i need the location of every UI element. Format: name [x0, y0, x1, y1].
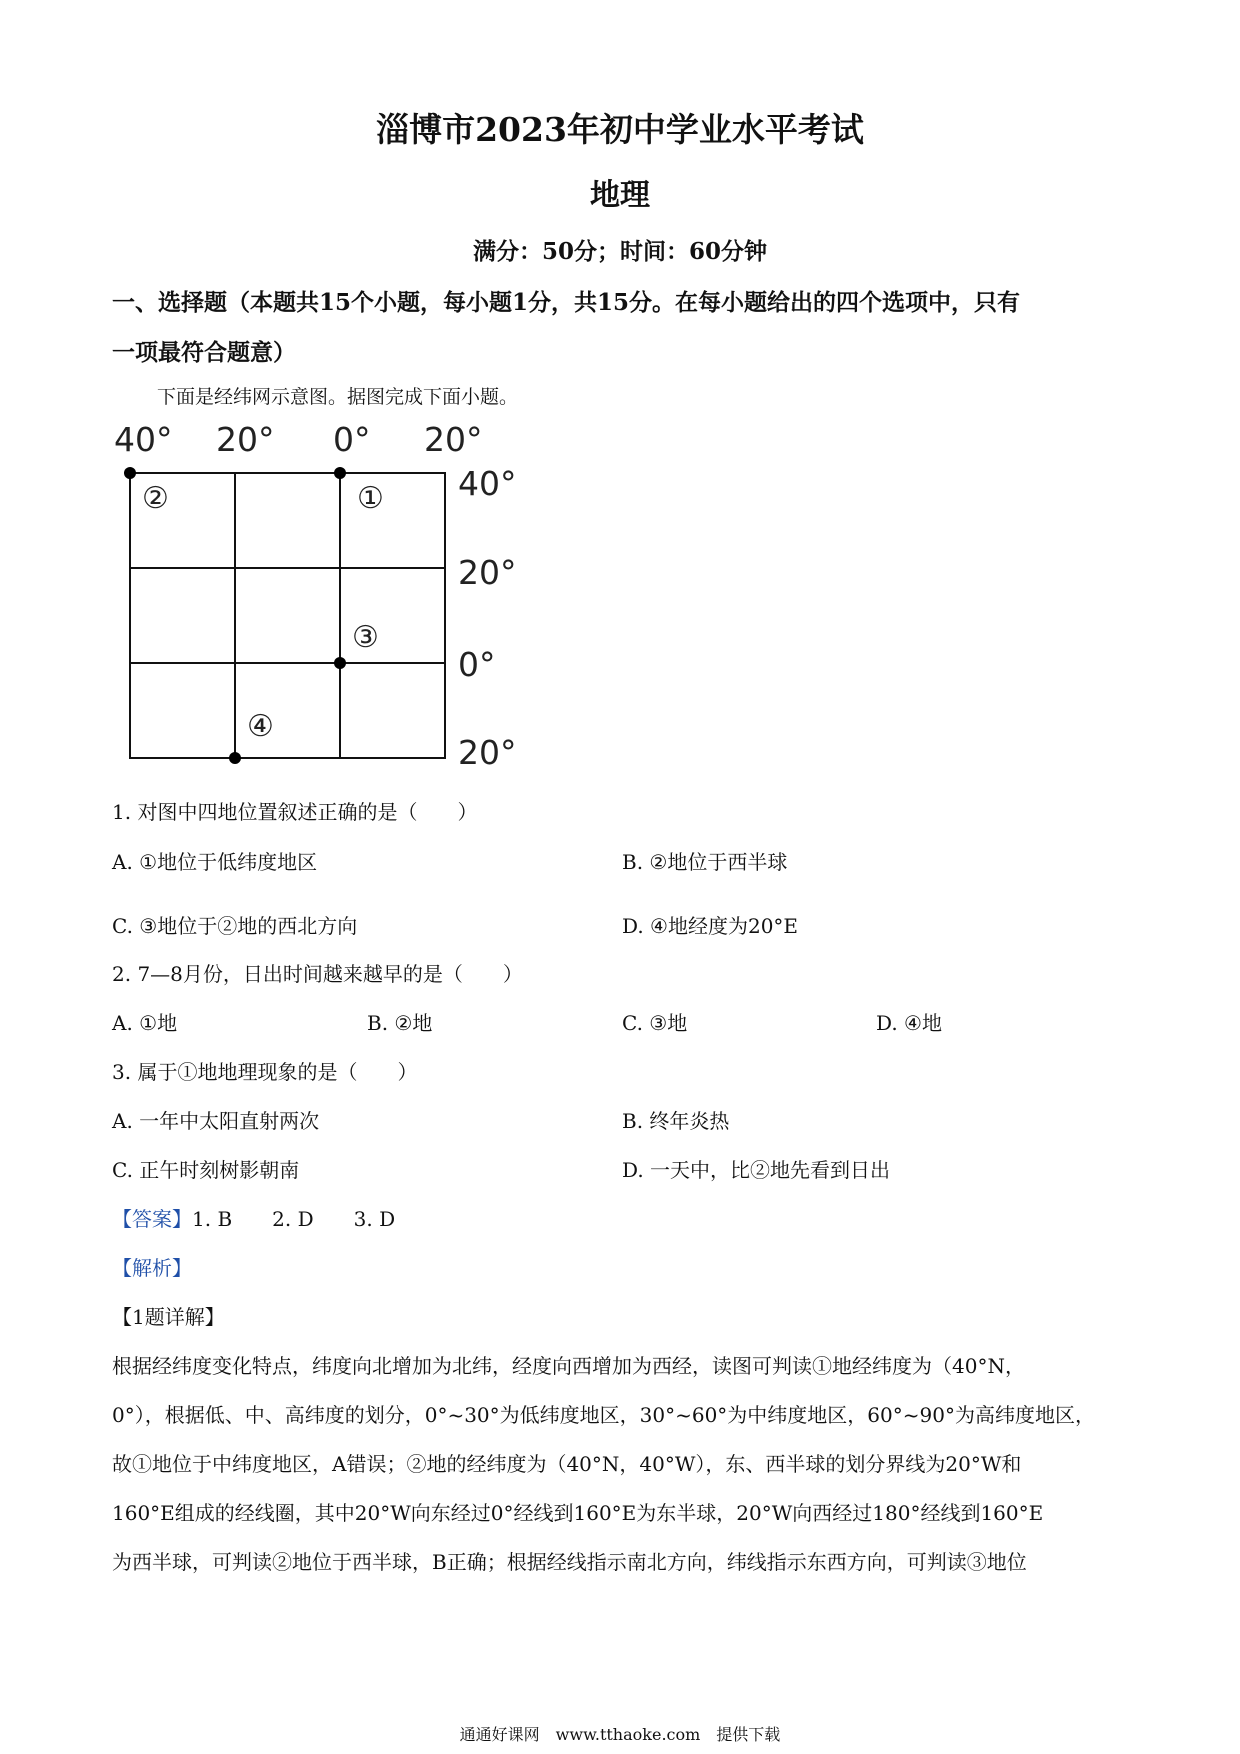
question-2-option-b: B. ②地	[367, 1011, 433, 1035]
answer-value-1: 1. B	[192, 1207, 233, 1231]
analysis-line-1: 根据经纬度变化特点，纬度向北增加为北纬，经度向西增加为西经，读图可判读①地经纬度为（40°N，	[112, 1354, 1025, 1378]
top-label-40: 40°	[114, 420, 173, 459]
footer-source: 通通好课网 www.tthaoke.com 提供下载	[459, 1725, 781, 1744]
question-1-option-c: C. ③地位于②地的西北方向	[112, 914, 358, 938]
question-3-stem: 3. 属于①地地理现象的是（ ）	[112, 1060, 418, 1084]
top-label-20w: 20°	[216, 420, 275, 459]
top-label-20e: 20°	[424, 420, 483, 459]
question-2-option-c: C. ③地	[622, 1011, 688, 1035]
detail-label: 【1题详解】	[112, 1305, 225, 1329]
question-3-option-c: C. 正午时刻树影朝南	[112, 1158, 300, 1182]
analysis-line-3: 故①地位于中纬度地区，A错误；②地的经纬度为（40°N，40°W），东、西半球的划分界线为20°W和	[112, 1452, 1022, 1476]
right-label-0: 0°	[458, 645, 496, 684]
analysis-label: 【解析】	[112, 1256, 192, 1280]
exam-title: 淄博市2023年初中学业水平考试	[376, 110, 864, 149]
right-label-20s: 20°	[458, 733, 517, 772]
question-2-option-d: D. ④地	[876, 1011, 942, 1035]
analysis-line-4: 160°E组成的经线圈，其中20°W向东经过0°经线到160°E为东半球，20°W向西经过180°经线到160°E	[112, 1501, 1044, 1525]
question-3-option-a: A. 一年中太阳直射两次	[112, 1109, 320, 1133]
question-3-option-b: B. 终年炎热	[622, 1109, 730, 1133]
point-label-4: ④	[247, 709, 274, 744]
point-dot-2	[124, 467, 136, 479]
point-dot-1	[334, 467, 346, 479]
point-label-1: ①	[357, 481, 384, 516]
score-info: 满分：50分；时间：60分钟	[472, 238, 767, 265]
question-1-stem: 1. 对图中四地位置叙述正确的是（ ）	[112, 800, 478, 824]
point-dot-3	[334, 657, 346, 669]
analysis-line-2: 0°），根据低、中、高纬度的划分，0°~30°为低纬度地区，30°~60°为中纬度地区，60°~90°为高纬度地区，	[112, 1403, 1095, 1427]
question-intro: 下面是经纬网示意图。据图完成下面小题。	[157, 386, 519, 408]
right-label-40: 40°	[458, 464, 517, 503]
point-label-2: ②	[142, 481, 169, 516]
graticule-figure	[100, 420, 530, 780]
grid-border	[130, 473, 445, 758]
section-heading-line2: 一项最符合题意）	[112, 339, 296, 366]
point-label-3: ③	[352, 620, 379, 655]
question-2-stem: 2. 7—8月份，日出时间越来越早的是（ ）	[112, 962, 523, 986]
point-dot-4	[229, 752, 241, 764]
answer-line	[112, 1203, 395, 1232]
right-label-20n: 20°	[458, 553, 517, 592]
section-heading-line1: 一、选择题（本题共15个小题，每小题1分，共15分。在每小题给出的四个选项中，只有	[112, 289, 1021, 316]
question-1-option-d: D. ④地经度为20°E	[622, 914, 799, 938]
question-1-option-a: A. ①地位于低纬度地区	[112, 850, 318, 874]
analysis-line-5: 为西半球，可判读②地位于西半球，B正确；根据经线指示南北方向，纬线指示东西方向，可判读③地位	[112, 1550, 1027, 1574]
subject-title: 地理	[590, 178, 650, 213]
answer-value-2: 2. D	[272, 1207, 314, 1231]
answer-label: 【答案】	[112, 1207, 192, 1231]
question-1-option-b: B. ②地位于西半球	[622, 850, 788, 874]
question-3-option-d: D. 一天中，比②地先看到日出	[622, 1158, 891, 1182]
question-2-option-a: A. ①地	[112, 1011, 178, 1035]
answer-value-3: 3. D	[353, 1207, 396, 1231]
top-label-0: 0°	[333, 420, 371, 459]
